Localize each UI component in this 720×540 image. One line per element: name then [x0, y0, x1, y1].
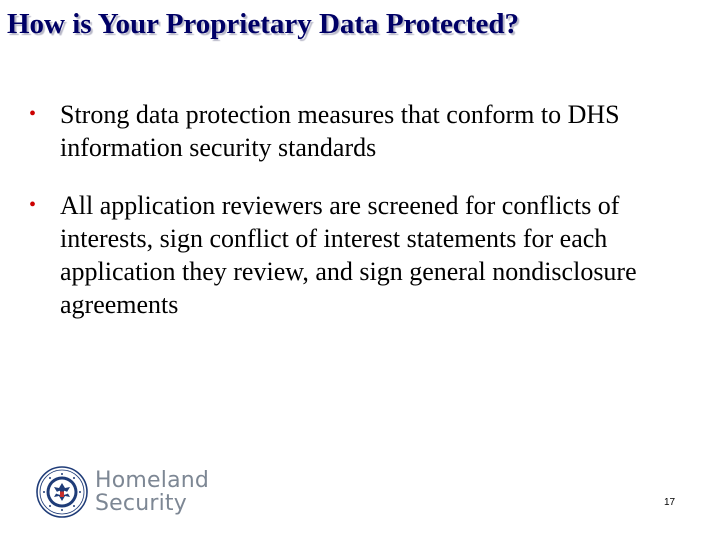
homeland-security-logo — [36, 466, 209, 518]
bullet-text: Strong data protection measures that conform to DHS information security standards — [60, 100, 620, 162]
bullet-item — [29, 98, 699, 164]
bullet-list — [29, 98, 699, 346]
bullet-marker: • — [29, 103, 37, 125]
dhs-seal-icon — [36, 466, 88, 518]
logo-wordmark — [95, 469, 209, 515]
logo-line-homeland: Homeland — [95, 468, 210, 493]
bullet-item — [29, 189, 699, 321]
logo-line-security: Security — [95, 491, 187, 516]
slide-title: How is Your Proprietary Data Protected? — [7, 8, 519, 40]
page-number: 17 — [664, 497, 676, 508]
bullet-marker: • — [29, 194, 37, 216]
bullet-text: All application reviewers are screened for conflicts of interests, sign conflict of interest statements for each application they review, and sign general nondisclosure agreements — [60, 191, 637, 319]
